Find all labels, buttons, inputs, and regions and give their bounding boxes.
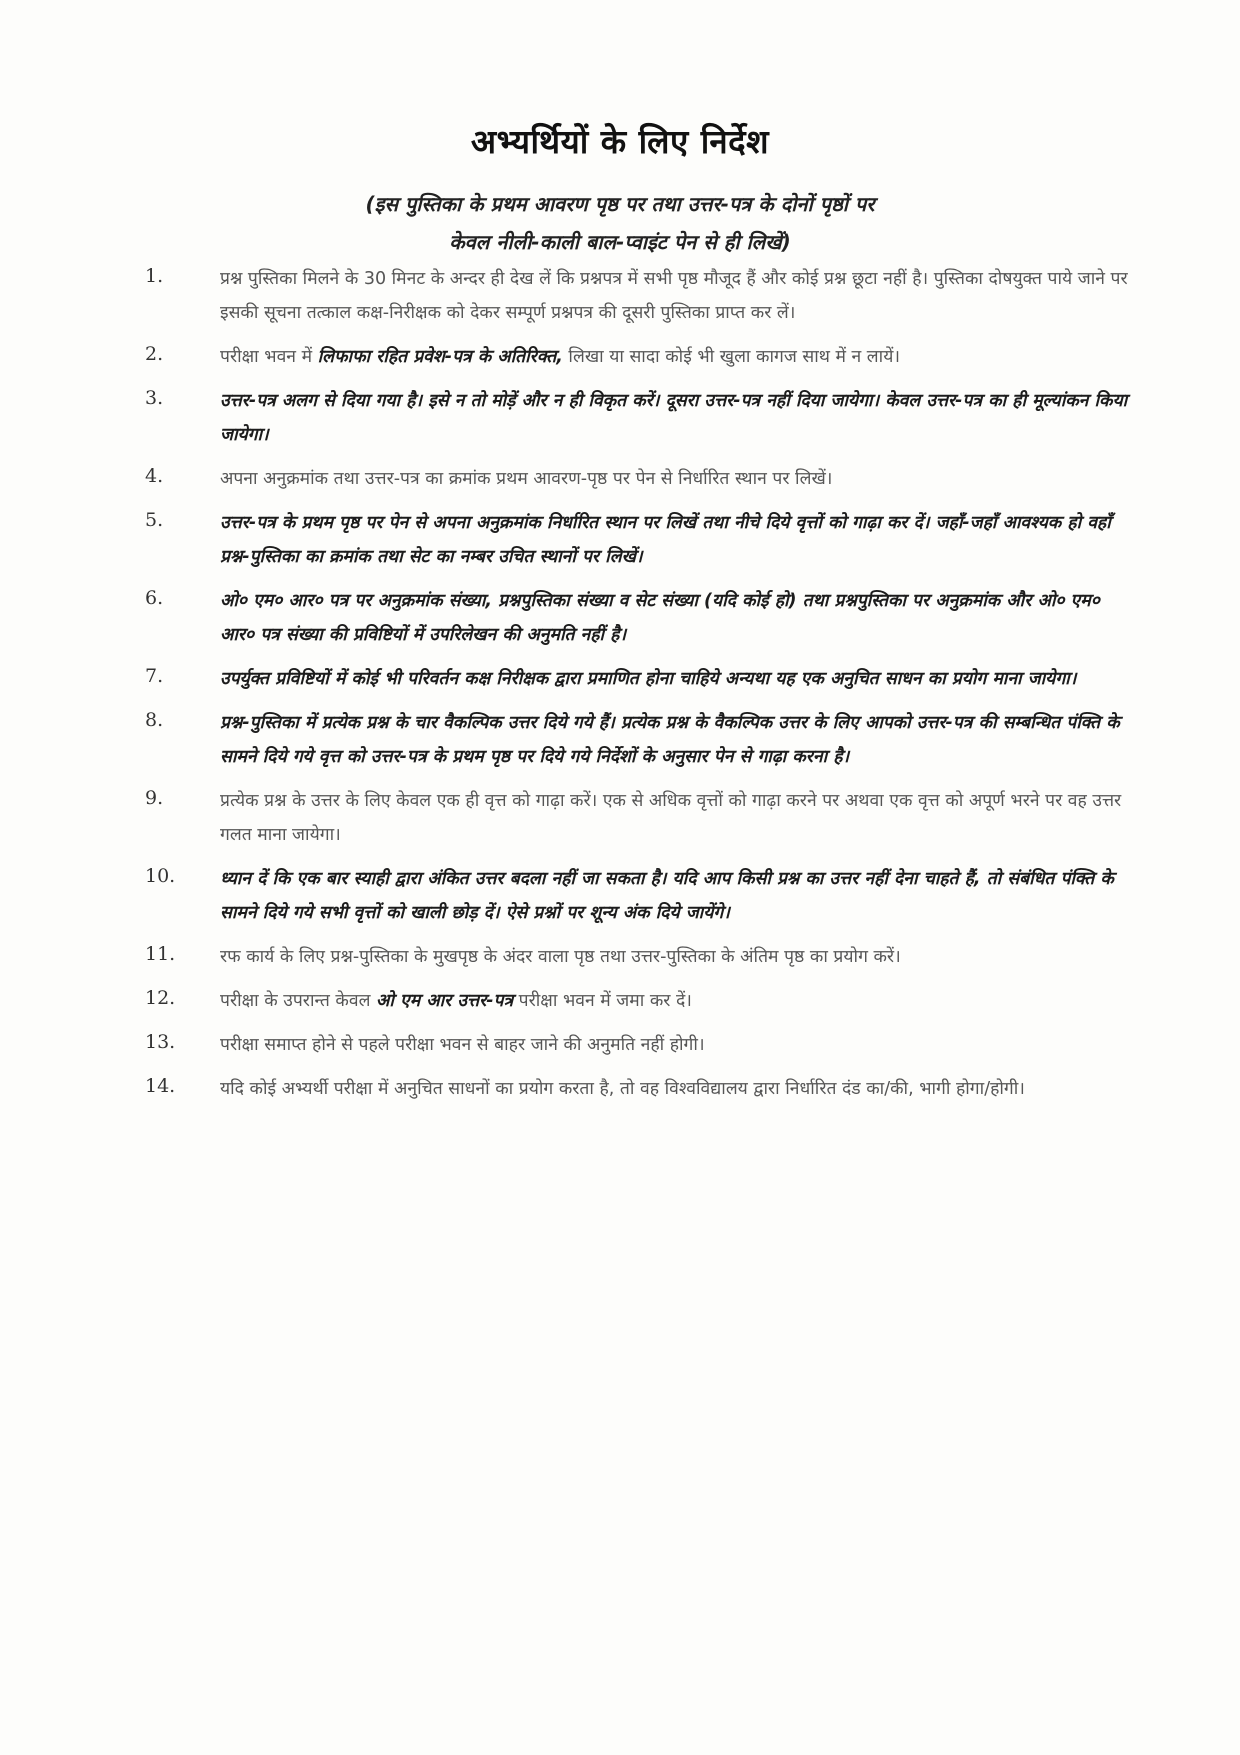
item-text: प्रश्न-पुस्तिका में प्रत्येक प्रश्न के चार वैकल्पिक उत्तर दिये गये हैं। प्रत्येक प्रश्न के वैकल्पिक उत्तर के लिए आपको उत्तर-पत्र की सम्बन्धित पंक्ति के सामने दिये गये वृत्त को उत्तर-पत्र के प्रथम पृष्ठ पर दिये गये निर्देशों के अनुसार पेन से गाढ़ा करना है।: [220, 713, 1120, 767]
item-text: रफ कार्य के लिए प्रश्न-पुस्तिका के मुखपृष्ठ के अंदर वाला पृष्ठ तथा उत्तर-पुस्तिका के अंतिम पृष्ठ का प्रयोग करें।: [220, 947, 901, 967]
item-number: 7.: [145, 665, 164, 687]
item-text-emphasis: ओ एम आर उत्तर-पत्र: [376, 991, 514, 1011]
subtitle-line-2: केवल नीली-काली बाल-प्वाइंट पेन से ही लिखें): [449, 230, 791, 254]
item-text-post: परीक्षा भवन में जमा कर दें।: [513, 991, 692, 1011]
subtitle-line-1: (इस पुस्तिका के प्रथम आवरण पृष्ठ पर तथा उत्तर-पत्र के दोनों पृष्ठों पर: [365, 192, 875, 216]
instruction-item-12: [145, 984, 1135, 1018]
item-number: 1.: [145, 265, 164, 287]
instruction-item-7: [145, 662, 1135, 696]
instruction-item-13: [145, 1028, 1135, 1062]
item-number: 6.: [145, 587, 164, 609]
instruction-item-14: [145, 1072, 1135, 1106]
item-number: 2.: [145, 343, 164, 365]
instruction-item-9: [145, 784, 1135, 852]
item-number: 4.: [145, 465, 164, 487]
item-text: उपर्युक्त प्रविष्टियों में कोई भी परिवर्तन कक्ष निरीक्षक द्वारा प्रमाणित होना चाहिये अन्यथा यह एक अनुचित साधन का प्रयोग माना जायेगा।: [220, 669, 1077, 689]
item-text: परीक्षा समाप्त होने से पहले परीक्षा भवन से बाहर जाने की अनुमति नहीं होगी।: [220, 1035, 705, 1055]
item-number: 13.: [145, 1031, 176, 1053]
instruction-item-11: [145, 940, 1135, 974]
item-number: 12.: [145, 987, 176, 1009]
instruction-item-10: [145, 862, 1135, 930]
instruction-item-1: [145, 262, 1135, 330]
item-text: यदि कोई अभ्यर्थी परीक्षा में अनुचित साधनों का प्रयोग करता है, तो वह विश्वविद्यालय द्वारा निर्धारित दंड का/की, भागी होगा/होगी।: [220, 1079, 1025, 1099]
item-text: प्रत्येक प्रश्न के उत्तर के लिए केवल एक ही वृत्त को गाढ़ा करें। एक से अधिक वृत्तों को गाढ़ा करने पर अथवा एक वृत्त को अपूर्ण भरने पर वह उत्तर गलत माना जायेगा।: [220, 791, 1122, 845]
item-number: 9.: [145, 787, 164, 809]
item-text-post: लिखा या सादा कोई भी खुला कागज साथ में न लायें।: [562, 347, 900, 367]
item-number: 14.: [145, 1075, 176, 1097]
instruction-item-8: [145, 706, 1135, 774]
item-text: उत्तर-पत्र अलग से दिया गया है। इसे न तो मोड़ें और न ही विकृत करें। दूसरा उत्तर-पत्र नहीं दिया जायेगा। केवल उत्तर-पत्र का ही मूल्यांकन किया जायेगा।: [220, 391, 1128, 445]
item-number: 10.: [145, 865, 176, 887]
instruction-item-4: [145, 462, 1135, 496]
instruction-item-2: [145, 340, 1135, 374]
item-text-pre: परीक्षा भवन में: [220, 347, 318, 367]
item-text: [220, 340, 1135, 374]
instruction-item-6: [145, 584, 1135, 652]
instruction-item-3: [145, 384, 1135, 452]
item-text: [220, 984, 1135, 1018]
item-text: उत्तर-पत्र के प्रथम पृष्ठ पर पेन से अपना अनुक्रमांक निर्धारित स्थान पर लिखें तथा नीचे दिये वृत्तों को गाढ़ा कर दें। जहाँ-जहाँ आवश्यक हो वहाँ प्रश्न-पुस्तिका का क्रमांक तथा सेट का नम्बर उचित स्थानों पर लिखें।: [220, 513, 1111, 567]
item-text: ओ० एम० आर० पत्र पर अनुक्रमांक संख्या, प्रश्नपुस्तिका संख्या व सेट संख्या (यदि कोई हो) तथा प्रश्नपुस्तिका पर अनुक्रमांक और ओ० एम० आर० पत्र संख्या की प्रविष्टियों में उपरिलेखन की अनुमति नहीं है।: [220, 591, 1100, 645]
item-number: 11.: [145, 943, 176, 965]
instructions-list: [145, 262, 1135, 1116]
page-title: अभ्यर्थियों के लिए निर्देश: [470, 122, 770, 161]
instruction-item-5: [145, 506, 1135, 574]
item-text: अपना अनुक्रमांक तथा उत्तर-पत्र का क्रमांक प्रथम आवरण-पृष्ठ पर पेन से निर्धारित स्थान पर लिखें।: [220, 469, 833, 489]
item-text: प्रश्न पुस्तिका मिलने के 30 मिनट के अन्दर ही देख लें कि प्रश्नपत्र में सभी पृष्ठ मौजूद हैं और कोई प्रश्न छूटा नहीं है। पुस्तिका दोषयुक्त पाये जाने पर इसकी सूचना तत्काल कक्ष-निरीक्षक को देकर सम्पूर्ण प्रश्नपत्र की दूसरी पुस्तिका प्राप्त कर लें।: [220, 269, 1128, 323]
item-text-emphasis: लिफाफा रहित प्रवेश-पत्र के अतिरिक्त,: [317, 347, 563, 367]
item-text: ध्यान दें कि एक बार स्याही द्वारा अंकित उत्तर बदला नहीं जा सकता है। यदि आप किसी प्रश्न का उत्तर नहीं देना चाहते हैं, तो संबंधित पंक्ति के सामने दिये गये सभी वृत्तों को खाली छोड़ दें। ऐसे प्रश्नों पर शून्य अंक दिये जायेंगे।: [220, 869, 1114, 923]
item-number: 8.: [145, 709, 164, 731]
item-text-pre: परीक्षा के उपरान्त केवल: [220, 991, 377, 1011]
item-number: 3.: [145, 387, 164, 409]
item-number: 5.: [145, 509, 164, 531]
